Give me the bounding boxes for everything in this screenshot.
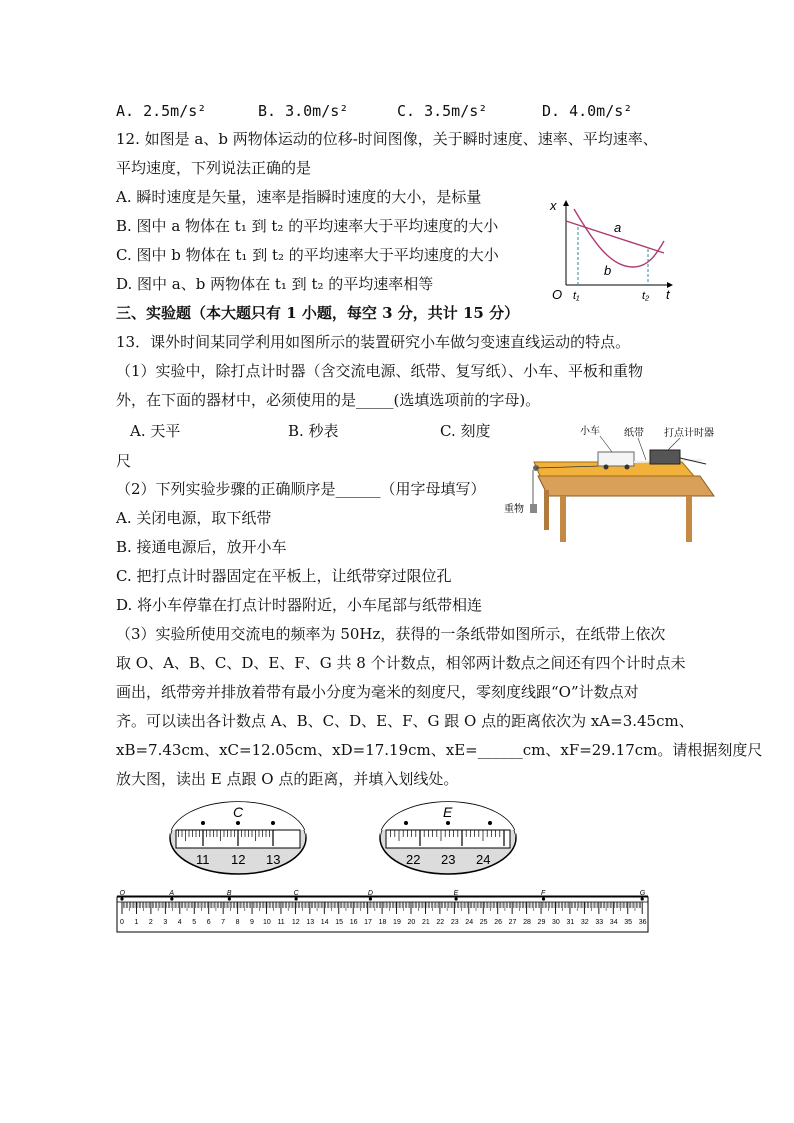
q13-p3-line3: 画出，纸带旁并排放着带有最小分度为毫米的刻度尺，零刻度线跟“O”计数点对 xyxy=(116,683,639,701)
ruler-number: 4 xyxy=(177,919,182,926)
ruler-number: 6 xyxy=(206,919,211,926)
table-leg xyxy=(686,496,692,542)
tape-point-g xyxy=(641,897,644,900)
weight xyxy=(530,504,537,513)
tape-point-label: G xyxy=(639,890,646,897)
ruler-number: 12 xyxy=(291,919,300,926)
tape-point-label: O xyxy=(119,890,125,897)
point-c-dot xyxy=(236,821,240,825)
point-dot xyxy=(404,821,408,825)
ruler-number: 0 xyxy=(120,919,124,926)
ruler-number: 1 xyxy=(134,919,139,926)
q13-step-c: C. 把打点计时器固定在平板上，让纸带穿过限位孔 xyxy=(116,567,452,585)
ruler-number: 15 xyxy=(335,919,344,926)
ruler-number: 7 xyxy=(221,919,226,926)
q13-p1-option-a: A. 天平 xyxy=(130,422,181,440)
point-dot xyxy=(488,821,492,825)
zoom-e-tick-22: 22 xyxy=(406,852,421,867)
ruler-number: 33 xyxy=(595,919,604,926)
graph-b-label: b xyxy=(604,263,612,278)
zoom-c-tick-12: 12 xyxy=(231,852,246,867)
ruler-number: 22 xyxy=(436,919,445,926)
zoom-e-tick-23: 23 xyxy=(441,852,456,867)
tape-point-label: B xyxy=(226,890,232,897)
q13-step-b: B. 接通电源后，放开小车 xyxy=(116,538,287,556)
q12-option-a: A. 瞬时速度是矢量，速率是指瞬时速度的大小，是标量 xyxy=(116,188,482,206)
ruler-number: 32 xyxy=(580,919,589,926)
cart-pointer xyxy=(600,436,612,452)
graph-y-label: x xyxy=(550,198,557,213)
q11-option-d: D. 4.0m/s² xyxy=(542,102,633,120)
zoom-e-label: E xyxy=(443,804,453,820)
timer-label: 打点计时器 xyxy=(664,428,714,439)
ruler-number: 11 xyxy=(277,919,285,926)
q13-p3-line2: 取 O、A、B、C、D、E、F、G 共 8 个计数点，相邻两计数点之间还有四个计时点未 xyxy=(116,654,686,672)
graph-t1-label: t₁ xyxy=(573,290,580,302)
tape-point-b xyxy=(228,897,231,900)
tape-point-c xyxy=(295,897,298,900)
graph-origin: O xyxy=(552,287,563,302)
q13-p1-line2: 外，在下面的器材中，必须使用的是_____(选填选项前的字母)。 xyxy=(116,391,541,409)
q13-step-d: D. 将小车停靠在打点计时器附近，小车尾部与纸带相连 xyxy=(116,596,483,614)
ruler-number: 30 xyxy=(552,919,560,926)
ruler-number: 25 xyxy=(479,919,488,926)
timer-pointer xyxy=(668,438,680,450)
q12-option-c: C. 图中 b 物体在 t₁ 到 t₂ 的平均速率大于平均速度的大小 xyxy=(116,246,499,264)
tape-point-f xyxy=(542,897,545,900)
cart-wheel xyxy=(625,465,630,470)
graph-x-label: t xyxy=(666,287,670,302)
q13-p3-line5: xB=7.43cm、xC=12.05cm、xD=17.19cm、xE=______cm、xF=29.17cm。请根据刻度尺 xyxy=(116,741,763,759)
q13-intro: 13．课外时间某同学利用如图所示的装置研究小车做匀变速直线运动的特点。 xyxy=(116,333,631,351)
q12-option-b: B. 图中 a 物体在 t₁ 到 t₂ 的平均速率大于平均速度的大小 xyxy=(116,217,499,235)
zoom-lens-c xyxy=(168,800,308,876)
cart-label: 小车 xyxy=(580,426,600,437)
tape-point-label: E xyxy=(453,890,459,897)
timer xyxy=(650,450,680,464)
table-leg xyxy=(560,496,566,542)
apparatus-illustration xyxy=(500,418,730,548)
ruler-number: 5 xyxy=(192,919,197,926)
ruler-number: 14 xyxy=(320,919,329,926)
tape-point-label: D xyxy=(367,890,373,897)
q13-p1-option-c: C. 刻度 xyxy=(440,422,491,440)
ruler-number: 26 xyxy=(494,919,502,926)
ruler-number: 31 xyxy=(566,919,575,926)
table-leg xyxy=(544,490,549,530)
zoom-lens-e xyxy=(378,800,518,876)
graph-a-label: a xyxy=(614,220,622,235)
tape-pointer xyxy=(638,438,646,460)
ruler-number: 28 xyxy=(523,919,531,926)
tape-label: 纸带 xyxy=(624,428,644,439)
ruler-number: 9 xyxy=(250,919,254,926)
q11-option-c: C. 3.5m/s² xyxy=(397,102,488,120)
tape-point-d xyxy=(369,897,372,900)
point-e-dot xyxy=(446,821,450,825)
cart-wheel xyxy=(604,465,609,470)
q11-option-b: B. 3.0m/s² xyxy=(258,102,349,120)
ruler-number: 35 xyxy=(624,919,633,926)
q12-option-d: D. 图中 a、b 两物体在 t₁ 到 t₂ 的平均速率相等 xyxy=(116,275,434,293)
q13-step-a: A. 关闭电源，取下纸带 xyxy=(116,509,272,527)
q13-p3-line6: 放大图，读出 E 点跟 O 点的距离，并填入划线处。 xyxy=(116,770,459,788)
cart xyxy=(598,452,634,466)
ruler-number: 34 xyxy=(609,919,618,926)
q12-stem-line2: 平均速度，下列说法正确的是 xyxy=(116,159,312,177)
point-dot xyxy=(271,821,275,825)
ruler-number: 36 xyxy=(638,919,647,926)
q13-p1-option-b: B. 秒表 xyxy=(288,422,339,440)
ruler-number: 19 xyxy=(393,919,401,926)
tape-point-a xyxy=(170,897,173,900)
ruler-number: 27 xyxy=(508,919,517,926)
ruler-number: 17 xyxy=(364,919,372,926)
q13-p1-line1: （1）实验中，除打点计时器（含交流电源、纸带、复写纸）、小车、平板和重物 xyxy=(116,362,644,380)
ruler-number: 8 xyxy=(235,919,240,926)
zoom-c-tick-11: 11 xyxy=(196,852,210,867)
ruler-number: 2 xyxy=(148,919,153,926)
zoom-e-tick-24: 24 xyxy=(476,852,491,867)
q12-stem-line1: 12. 如图是 a、b 两物体运动的位移-时间图像，关于瞬时速度、速率、平均速率、 xyxy=(116,130,658,148)
tape-point-label: C xyxy=(293,890,299,897)
ruler-with-tape xyxy=(116,888,650,934)
zoom-c-label: C xyxy=(233,804,244,820)
ruler-number: 21 xyxy=(421,919,430,926)
ruler-number: 18 xyxy=(378,919,387,926)
q11-option-a: A. 2.5m/s² xyxy=(116,102,207,120)
ruler-number: 23 xyxy=(450,919,459,926)
q13-p3-line4: 齐。可以读出各计数点 A、B、C、D、E、F、G 跟 O 点的距离依次为 xA=3.45cm、 xyxy=(116,712,694,730)
weight-label: 重物 xyxy=(504,504,524,515)
q13-p1-wrap: 尺 xyxy=(116,452,132,470)
ruler-number: 13 xyxy=(306,919,315,926)
tape-point-o xyxy=(120,897,123,900)
tape-point-label: F xyxy=(541,890,546,897)
q13-p2: （2）下列实验步骤的正确顺序是______（用字母填写） xyxy=(116,480,486,498)
q13-p3-line1: （3）实验所使用交流电的频率为 50Hz，获得的一条纸带如图所示，在纸带上依次 xyxy=(116,625,666,643)
ruler-number: 3 xyxy=(163,919,168,926)
table-top xyxy=(538,476,714,496)
section-3-heading: 三、实验题（本大题只有 1 小题，每空 3 分，共计 15 分） xyxy=(116,304,520,322)
ruler-number: 29 xyxy=(537,919,546,926)
xt-graph xyxy=(548,195,678,303)
ruler-number: 10 xyxy=(263,919,271,926)
graph-t2-label: t₂ xyxy=(642,290,650,302)
zoom-c-tick-13: 13 xyxy=(266,852,281,867)
ruler-number: 20 xyxy=(407,919,416,926)
ruler-number: 16 xyxy=(349,919,358,926)
ruler-number: 24 xyxy=(465,919,474,926)
tape-point-e xyxy=(454,897,457,900)
tape-point-label: A xyxy=(169,890,175,897)
point-dot xyxy=(201,821,205,825)
